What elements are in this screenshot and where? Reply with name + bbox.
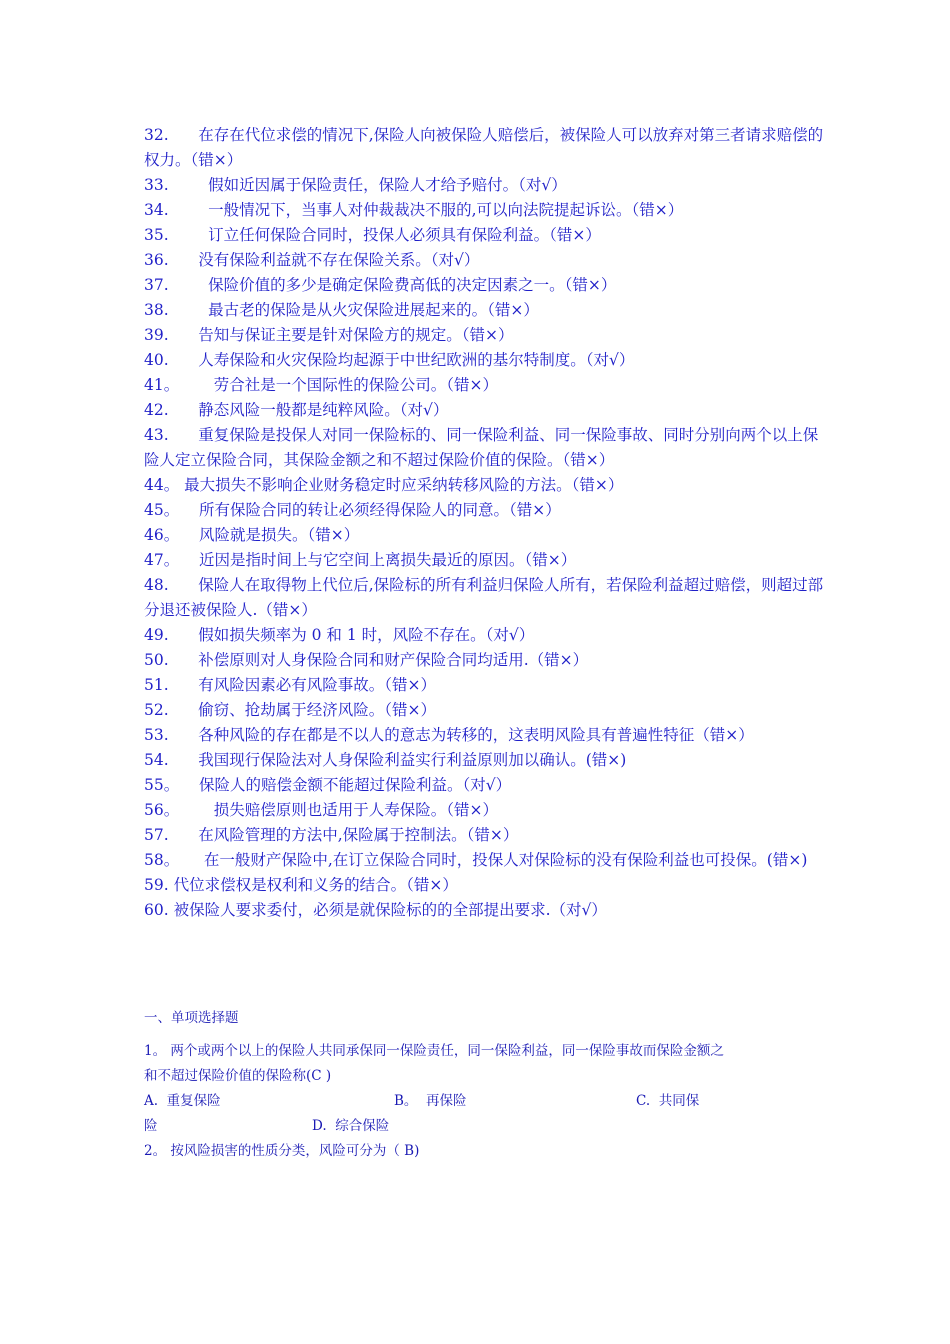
item-text: 所有保险合同的转让必须经得保险人的同意。（错×） [198, 501, 561, 519]
option-d: D. 综合保险 [312, 1118, 390, 1134]
item-number: 40. [144, 351, 169, 369]
true-false-list [144, 123, 824, 923]
item-indent [169, 576, 199, 594]
item-number: 46。 [144, 526, 180, 544]
question-1-options-row-2 [144, 1114, 824, 1139]
item-number: 58。 [144, 851, 180, 869]
item-number: 54. [144, 751, 169, 769]
true-false-item [144, 423, 824, 473]
true-false-item [144, 648, 824, 673]
true-false-item [144, 573, 824, 623]
item-number: 34. [144, 201, 169, 219]
true-false-item [144, 698, 824, 723]
true-false-item [144, 548, 824, 573]
item-indent [169, 726, 199, 744]
item-indent [179, 776, 199, 794]
item-text: 补偿原则对人身保险合同和财产保险合同均适用.（错×） [198, 651, 589, 669]
item-number: 36. [144, 251, 169, 269]
item-indent [179, 376, 214, 394]
item-number: 59. [144, 876, 169, 894]
option-c: C. 共同保 [636, 1093, 700, 1109]
item-indent [169, 301, 208, 319]
item-text: 订立任何保险合同时，投保人必须具有保险利益。（错×） [208, 226, 601, 244]
item-indent [169, 626, 199, 644]
true-false-item [144, 248, 824, 273]
item-number: 49. [144, 626, 169, 644]
item-text: 近因是指时间上与它空间上离损失最近的原因。（错×） [198, 551, 577, 569]
item-indent [179, 851, 204, 869]
item-indent [179, 801, 214, 819]
item-indent [169, 751, 199, 769]
true-false-item [144, 773, 824, 798]
item-number: 41。 [144, 376, 180, 394]
item-number: 55。 [144, 776, 180, 794]
true-false-item [144, 123, 824, 173]
item-text: 劳合社是一个国际性的保险公司。（错×） [213, 376, 498, 394]
section-heading: 一、单项选择题 [144, 1010, 239, 1026]
true-false-item [144, 273, 824, 298]
item-text: 在一般财产保险中,在订立保险合同时，投保人对保险标的没有保险利益也可投保。(错×) [203, 851, 808, 869]
item-indent [179, 551, 199, 569]
item-indent [169, 676, 199, 694]
item-text: 有风险因素必有风险事故。（错×） [198, 676, 436, 694]
true-false-item [144, 748, 824, 773]
item-indent [169, 701, 199, 719]
item-number: 57. [144, 826, 169, 844]
item-text: 重复保险是投保人对同一保险标的、同一保险利益、同一保险事故、同时分别向两个以上保险人定立保险合同，其保险金额之和不超过保险价值的保险。（错×） [144, 426, 819, 469]
item-number: 38. [144, 301, 169, 319]
item-text: 代位求偿权是权利和义务的结合。（错×） [173, 876, 458, 894]
true-false-item [144, 323, 824, 348]
question-1-line-1: 1。 两个或两个以上的保险人共同承保同一保险责任，同一保险利益，同一保险事故而保险金额之 [144, 1043, 724, 1059]
multiple-choice-section [144, 1006, 824, 1164]
item-text: 损失赔偿原则也适用于人寿保险。（错×） [213, 801, 498, 819]
true-false-item [144, 673, 824, 698]
true-false-item [144, 373, 824, 398]
item-text: 最大损失不影响企业财务稳定时应采纳转移风险的方法。（错×） [184, 476, 624, 494]
true-false-item [144, 348, 824, 373]
true-false-item [144, 623, 824, 648]
item-text: 我国现行保险法对人身保险利益实行利益原则加以确认。(错×) [198, 751, 627, 769]
true-false-item [144, 848, 824, 873]
item-number: 60. [144, 901, 169, 919]
option-b: B。 再保险 [394, 1093, 467, 1109]
item-number: 53. [144, 726, 169, 744]
item-text: 假如损失频率为 0 和 1 时，风险不存在。（对√） [198, 626, 535, 644]
item-indent [169, 226, 208, 244]
true-false-item [144, 898, 824, 923]
item-text: 一般情况下，当事人对仲裁裁决不服的,可以向法院提起诉讼。（错×） [208, 201, 684, 219]
true-false-item [144, 473, 824, 498]
true-false-item [144, 498, 824, 523]
item-text: 各种风险的存在都是不以人的意志为转移的，这表明风险具有普遍性特征（错×） [198, 726, 754, 744]
item-number: 52. [144, 701, 169, 719]
item-text: 风险就是损失。（错×） [198, 526, 360, 544]
item-text: 最古老的保险是从火灾保险进展起来的。（错×） [208, 301, 539, 319]
item-text: 偷窃、抢劫属于经济风险。（错×） [198, 701, 436, 719]
item-text: 没有保险利益就不存在保险关系。（对√） [198, 251, 480, 269]
item-number: 48. [144, 576, 169, 594]
true-false-item [144, 173, 824, 198]
item-indent [169, 826, 199, 844]
item-text: 保险价值的多少是确定保险费高低的决定因素之一。（错×） [208, 276, 617, 294]
true-false-item [144, 823, 824, 848]
item-number: 47。 [144, 551, 180, 569]
true-false-item [144, 223, 824, 248]
true-false-item [144, 798, 824, 823]
item-number: 45。 [144, 501, 180, 519]
item-number: 32. [144, 126, 169, 144]
true-false-item [144, 198, 824, 223]
item-number: 39. [144, 326, 169, 344]
item-number: 50. [144, 651, 169, 669]
item-indent [169, 426, 199, 444]
item-number: 42. [144, 401, 169, 419]
item-text: 在风险管理的方法中,保险属于控制法。（错×） [198, 826, 519, 844]
question-1-line-2: 和不超过保险价值的保险称(C ) [144, 1068, 332, 1084]
question-2: 2。 按风险损害的性质分类，风险可分为（ B) [144, 1143, 420, 1159]
true-false-item [144, 523, 824, 548]
item-indent [169, 176, 208, 194]
item-text: 人寿保险和火灾保险均起源于中世纪欧洲的基尔特制度。（对√） [198, 351, 635, 369]
item-number: 37. [144, 276, 169, 294]
item-number: 33. [144, 176, 169, 194]
item-number: 44。 [144, 476, 180, 494]
item-number: 56。 [144, 801, 180, 819]
true-false-item [144, 298, 824, 323]
item-text: 静态风险一般都是纯粹风险。（对√） [198, 401, 449, 419]
option-a: A. 重复保险 [144, 1093, 221, 1109]
item-indent [179, 526, 199, 544]
true-false-item [144, 398, 824, 423]
item-indent [169, 276, 208, 294]
item-text: 在存在代位求偿的情况下,保险人向被保险人赔偿后，被保险人可以放弃对第三者请求赔偿的权力。（错×） [144, 126, 824, 169]
item-indent [169, 126, 199, 144]
item-indent [169, 326, 199, 344]
item-text: 告知与保证主要是针对保险方的规定。（错×） [198, 326, 514, 344]
item-indent [179, 501, 199, 519]
item-text: 假如近因属于保险责任，保险人才给予赔付。（对√） [208, 176, 567, 194]
item-indent [169, 651, 199, 669]
item-text: 保险人在取得物上代位后,保险标的所有利益归保险人所有，若保险利益超过赔偿，则超过部分退还被保险人.（错×） [144, 576, 824, 619]
item-indent [169, 401, 199, 419]
item-text: 被保险人要求委付，必须是就保险标的的全部提出要求.（对√） [173, 901, 607, 919]
item-indent [169, 251, 199, 269]
true-false-item [144, 873, 824, 898]
item-number: 51. [144, 676, 169, 694]
item-number: 43. [144, 426, 169, 444]
item-indent [169, 351, 199, 369]
item-indent [169, 201, 208, 219]
item-number: 35. [144, 226, 169, 244]
option-c-continued: 险 [144, 1118, 158, 1134]
true-false-item [144, 723, 824, 748]
question-1-options-row [144, 1089, 824, 1114]
item-text: 保险人的赔偿金额不能超过保险利益。（对√） [198, 776, 512, 794]
